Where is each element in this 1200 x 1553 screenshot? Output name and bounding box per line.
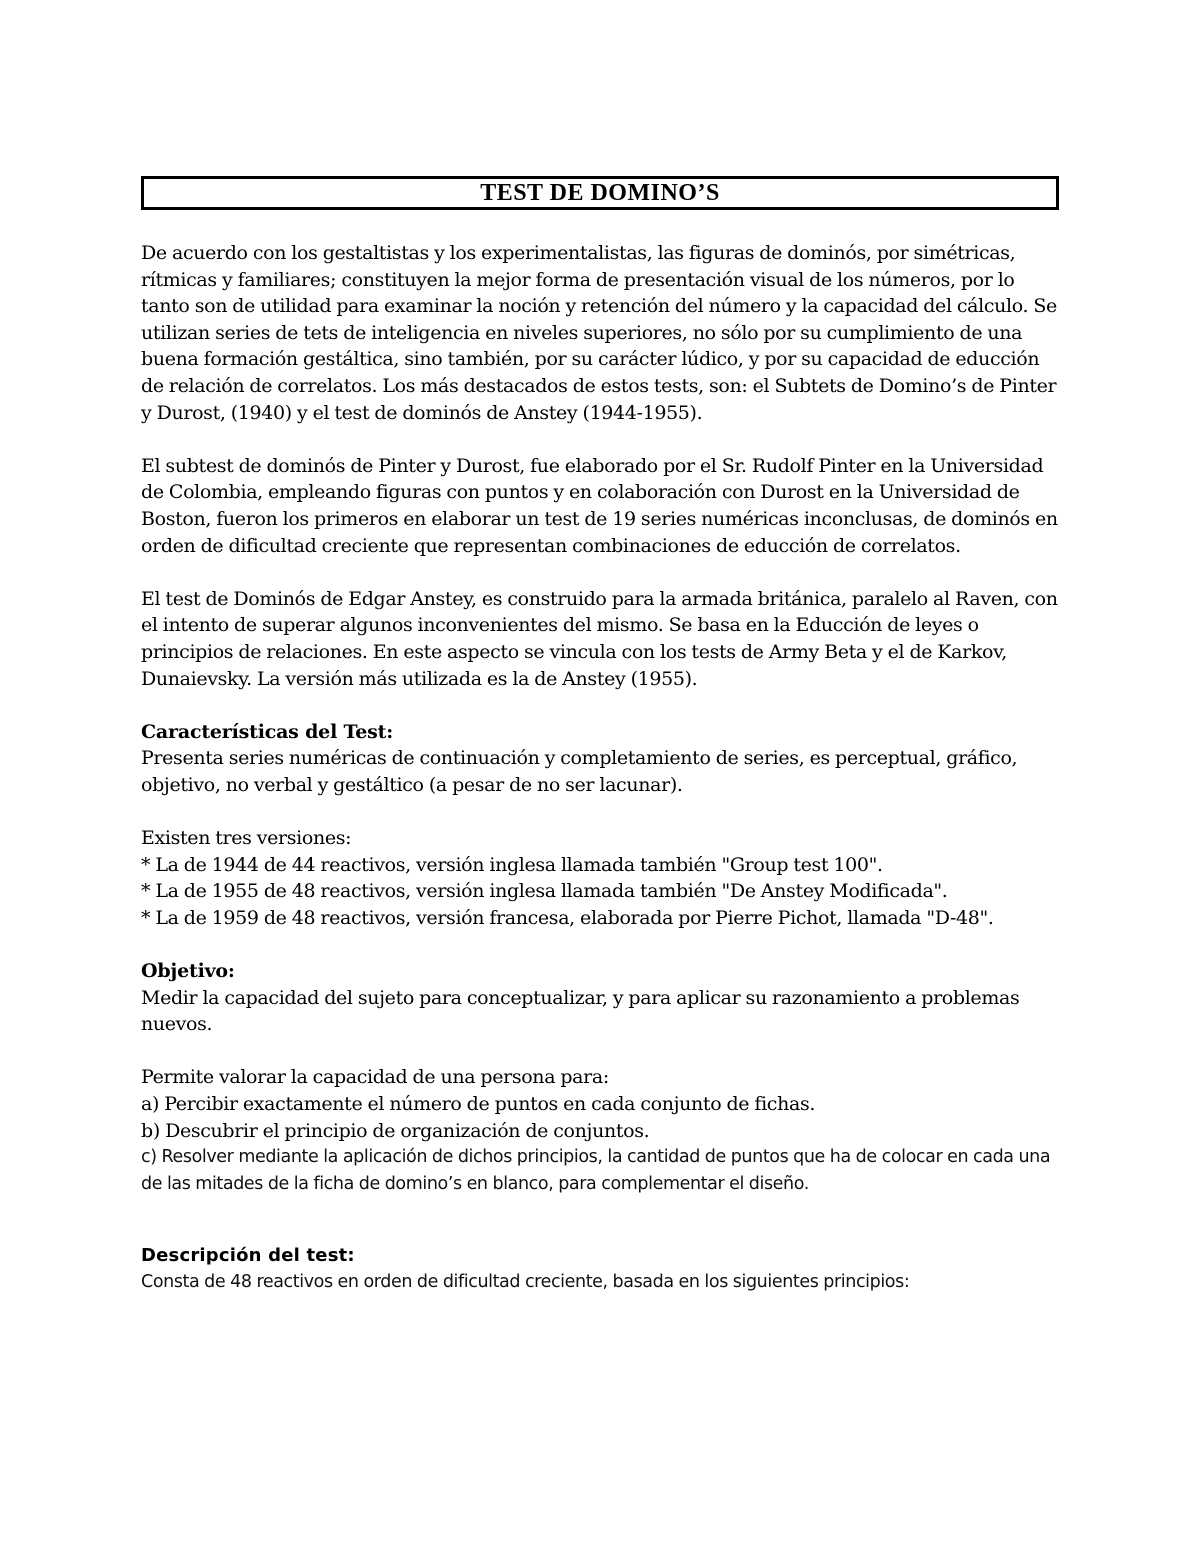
versiones-list bbox=[141, 852, 1059, 932]
versiones-intro: Existen tres versiones: bbox=[141, 827, 352, 850]
permite-intro: Permite valorar la capacidad de una persona para: bbox=[141, 1066, 609, 1089]
list-item: * La de 1955 de 48 reactivos, versión inglesa llamada también "De Anstey Modificada". bbox=[141, 880, 948, 903]
list-item: * La de 1944 de 44 reactivos, versión inglesa llamada también "Group test 100". bbox=[141, 853, 883, 876]
section-spacer bbox=[141, 1197, 1059, 1243]
intro-paragraph: De acuerdo con los gestaltistas y los experimentalistas, las figuras de dominós, por simétricas, rítmicas y familiares; constituyen la mejor forma de presentación visual de los números, por lo tanto son de utilidad para examinar la noción y retención del número y la capacidad del cálculo. Se utilizan series de tets de inteligencia en niveles superiores, no sólo por su cumplimiento de una buena formación gestáltica, sino también, por su carácter lúdico, y por su capacidad de educción de relación de correlatos. Los más destacados de estos tests, son: el Subtets de Domino’s de Pinter y Durost, (1940) y el test de dominós de Anstey (1944-1955). bbox=[141, 242, 1057, 424]
objetivo-heading: Objetivo: bbox=[141, 960, 235, 983]
objetivo-text: Medir la capacidad del sujeto para conceptualizar, y para aplicar su razonamiento a problemas nuevos. bbox=[141, 986, 1020, 1036]
permite-item-c: c) Resolver mediante la aplicación de dichos principios, la cantidad de puntos que ha de colocar en cada una de las mitades de la ficha de domino’s en blanco, para complementar el diseño. bbox=[141, 1147, 1051, 1194]
descripcion-text: Consta de 48 reactivos en orden de dificultad creciente, basada en los siguientes principios: bbox=[141, 1272, 910, 1293]
caracteristicas-text: Presenta series numéricas de continuación y completamiento de series, es perceptual, gráfico, objetivo, no verbal y gestáltico (a pesar de no ser lacunar). bbox=[141, 747, 1018, 796]
permite-item-b: b) Descubrir el principio de organización de conjuntos. bbox=[141, 1119, 650, 1142]
descripcion-heading: Descripción del test: bbox=[141, 1245, 355, 1266]
document-page bbox=[141, 176, 1059, 1296]
permite-item-a: a) Percibir exactamente el número de puntos en cada conjunto de fichas. bbox=[141, 1093, 816, 1115]
pinter-durost-paragraph: El subtest de dominós de Pinter y Durost, fue elaborado por el Sr. Rudolf Pinter en la Universidad de Colombia, empleando figuras con puntos y en colaboración con Durost en la Universidad de Boston, fueron los primeros en elaborar un test de 19 series numéricas inconclusas, de dominós en orden de dificultad creciente que representan combinaciones de educción de correlatos. bbox=[141, 454, 1058, 557]
anstey-paragraph: El test de Dominós de Edgar Anstey, es construido para la armada británica, paralelo al Raven, con el intento de superar algunos inconvenientes del mismo. Se basa en la Educción de leyes o principios de relaciones. En este aspecto se vincula con los tests de Army Beta y el de Karkov, Dunaievsky. La versión más utilizada es la de Anstey (1955). bbox=[141, 587, 1058, 690]
list-item: * La de 1959 de 48 reactivos, versión francesa, elaborada por Pierre Pichot, llamada "D-48". bbox=[141, 906, 994, 929]
caracteristicas-heading: Características del Test: bbox=[141, 720, 394, 743]
document-title: TEST DE DOMINO’S bbox=[141, 176, 1059, 210]
